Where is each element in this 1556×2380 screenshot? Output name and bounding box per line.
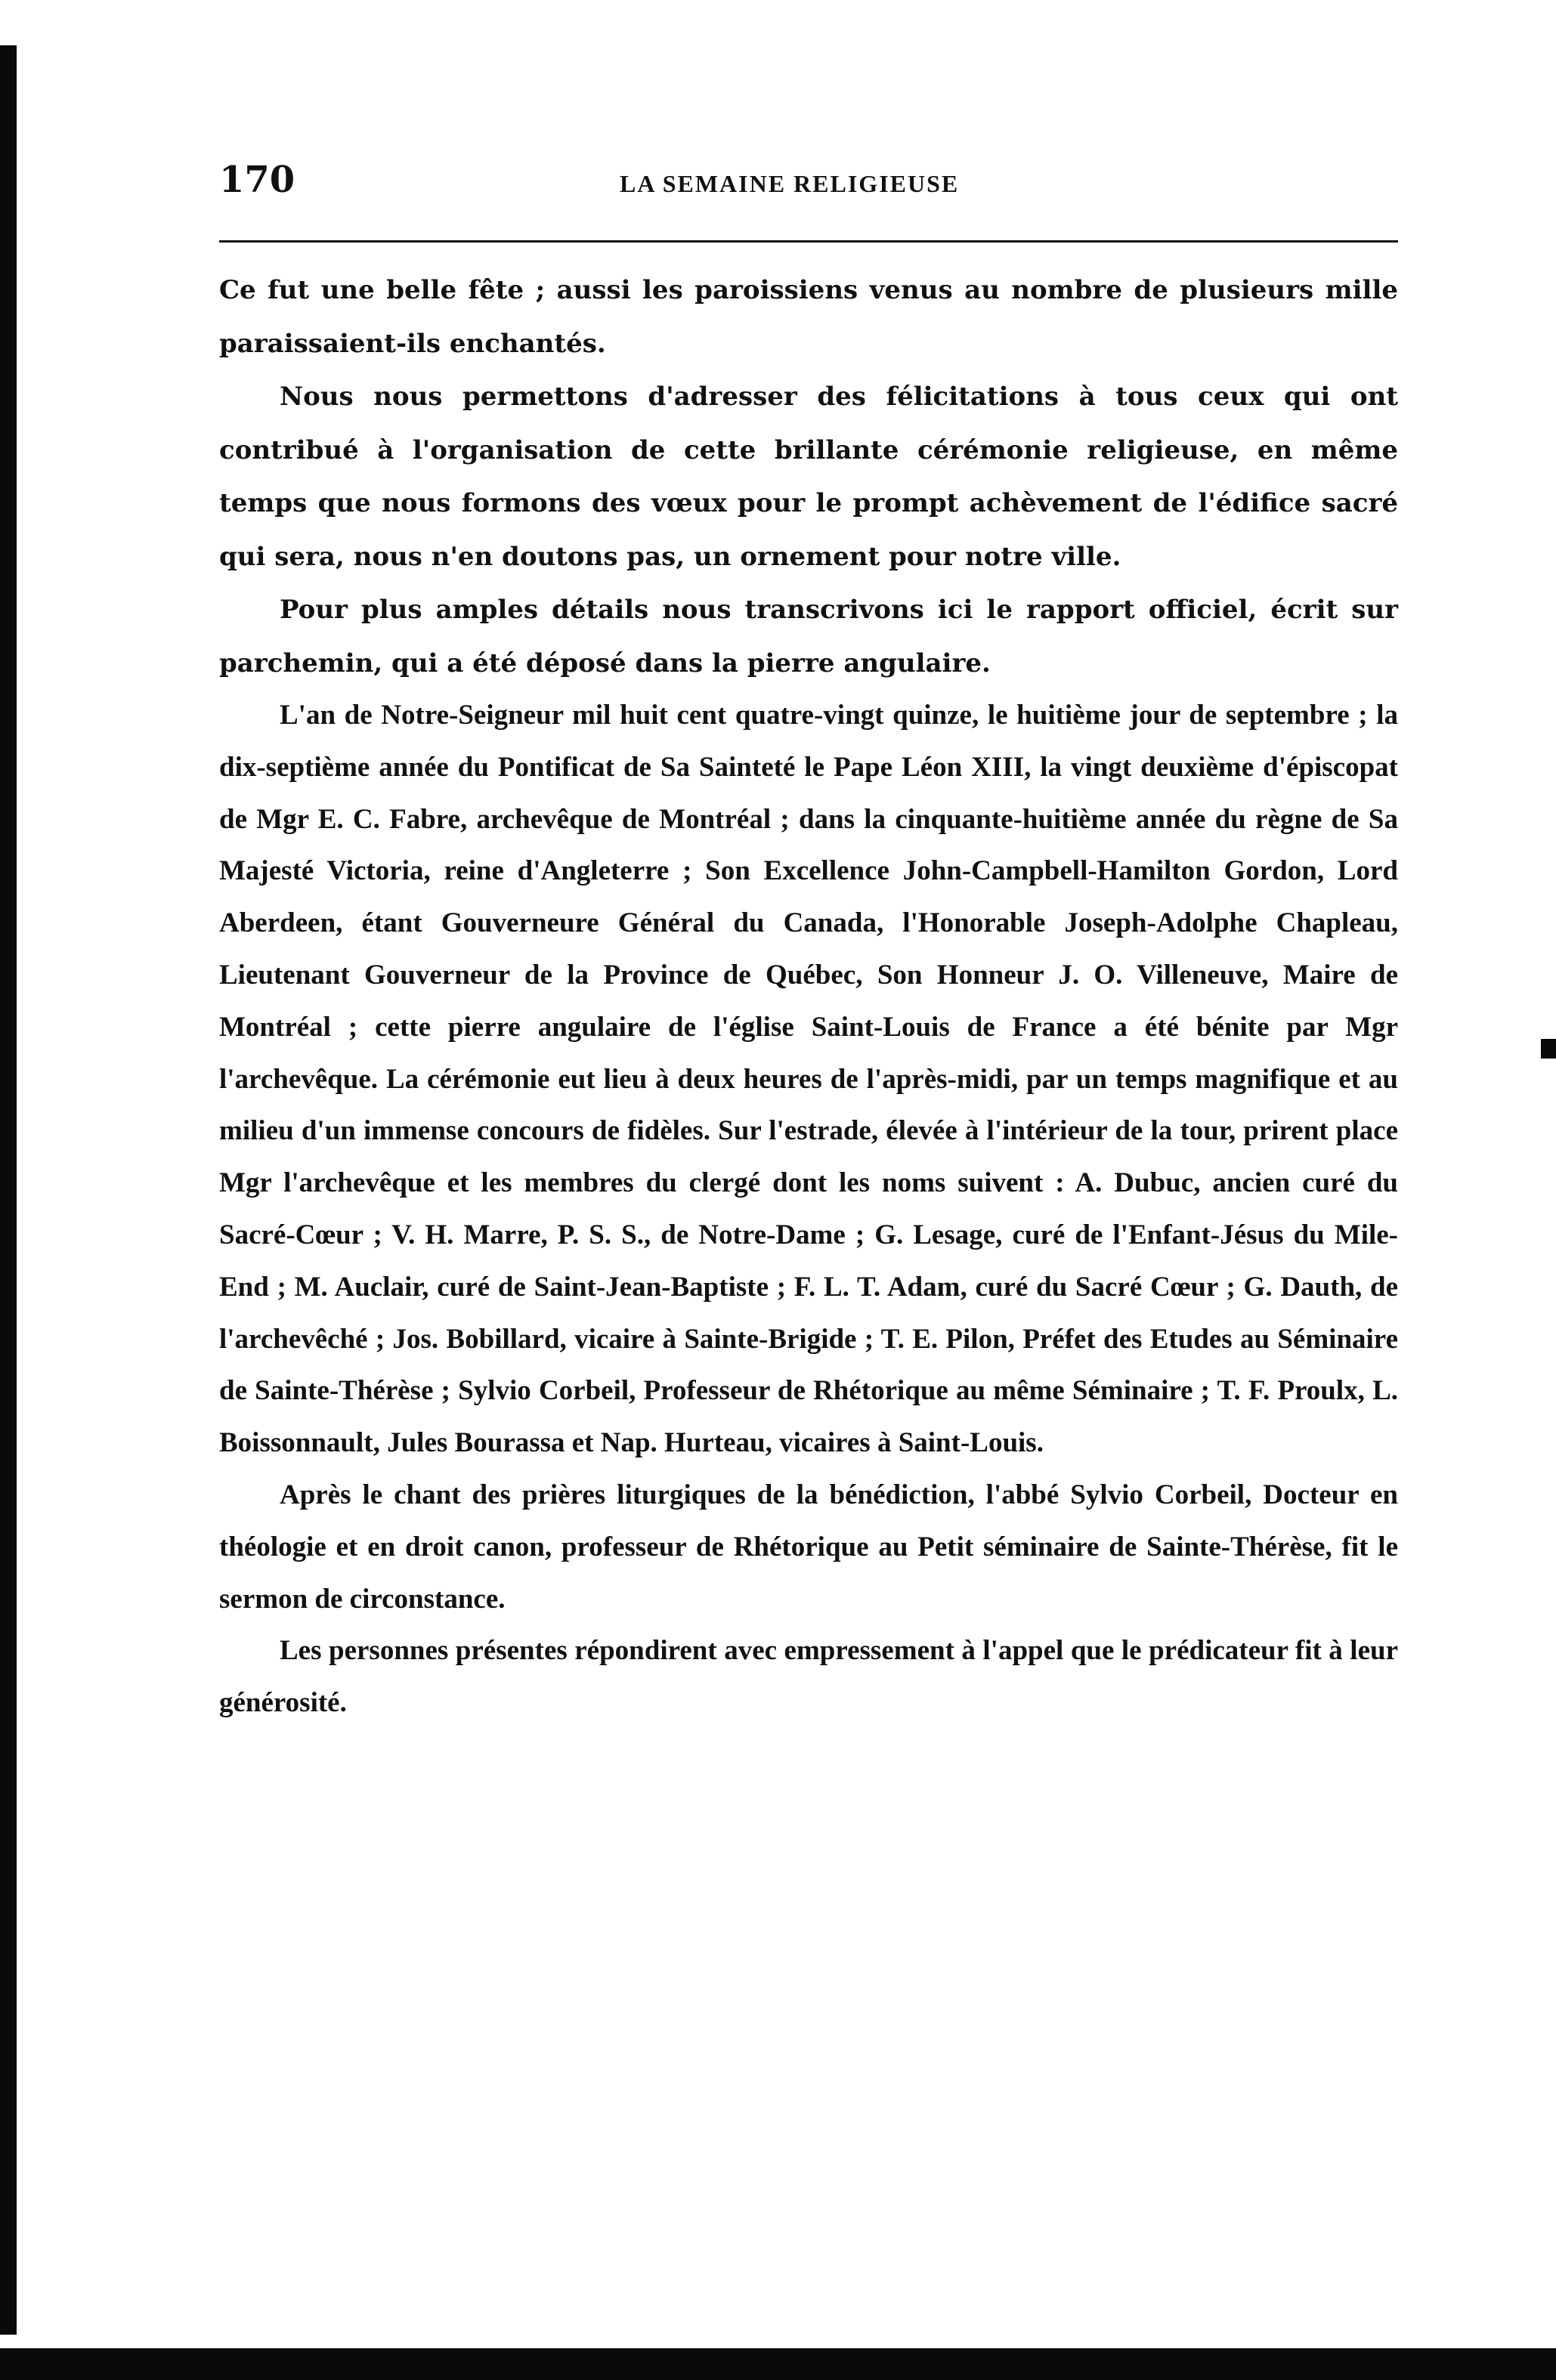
paragraph-3: Pour plus amples détails nous transcrivons ici le rapport officiel, écrit sur parchemin, qui a été déposé dans la pierre angulaire.: [219, 595, 1398, 678]
scan-mark-right: [1541, 1039, 1556, 1059]
paragraph-2: Nous nous permettons d'adresser des félicitations à tous ceux qui ont contribué à l'organisation de cette brillante cérémonie religieuse, en même temps que nous formons des vœux pour le prompt achèvement de l'édifice sacré qui sera, nous n'en doutons pas, un ornement pour notre ville.: [219, 382, 1398, 572]
paragraph-5: Après le chant des prières liturgiques de la bénédiction, l'abbé Sylvio Corbeil, Docteur en théologie et en droit canon, professeur de Rhétorique au Petit séminaire de Sainte-Thérèse, fit le sermon de circonstance.: [219, 1479, 1398, 1615]
scan-border-left: [0, 45, 17, 2380]
page-header: [219, 159, 1398, 212]
paragraph-1: Ce fut une belle fête ; aussi les paroissiens venus au nombre de plusieurs mille paraissaient-ils enchantés.: [219, 275, 1398, 359]
page-number: 170: [219, 159, 295, 201]
scan-border-bottom: [0, 2335, 1556, 2380]
header-rule: [219, 240, 1398, 243]
running-title: LA SEMAINE RELIGIEUSE: [620, 170, 960, 197]
book-page: [219, 159, 1398, 1729]
paragraph-4: L'an de Notre-Seigneur mil huit cent quatre-vingt quinze, le huitième jour de septembre ; la dix-septième année du Pontificat de Sa Sainteté le Pape Léon XIII, la vingt deuxième d'épiscopat de Mgr E. C. Fabre, archevêque de Montréal ; dans la cinquante-huitième année du règne de Sa Majesté Victoria, reine d'Angleterre ; Son Excellence John-Campbell-Hamilton Gordon, Lord Aberdeen, étant Gouverneure Général du Canada, l'Honorable Joseph-Adolphe Chapleau, Lieutenant Gouverneur de la Province de Québec, Son Honneur J. O. Villeneuve, Maire de Montréal ; cette pierre angulaire de l'église Saint-Louis de France a été bénite par Mgr l'archevêque. La cérémonie eut lieu à deux heures de l'après-midi, par un temps magnifique et au milieu d'un immense concours de fidèles. Sur l'estrade, élevée à l'intérieur de la tour, prirent place Mgr l'archevêque et les membres du clergé dont les noms suivent : A. Dubuc, ancien curé du Sacré-Cœur ; V. H. Marre, P. S. S., de Notre-Dame ; G. Lesage, curé de l'Enfant-Jésus du Mile-End ; M. Auclair, curé de Saint-Jean-Baptiste ; F. L. T. Adam, curé du Sacré Cœur ; G. Dauth, de l'archevêché ; Jos. Bobillard, vicaire à Sainte-Brigide ; T. E. Pilon, Préfet des Etudes au Séminaire de Sainte-Thérèse ; Sylvio Corbeil, Professeur de Rhétorique au même Séminaire ; T. F. Proulx, L. Boissonnault, Jules Bourassa et Nap. Hurteau, vicaires à Saint-Louis.: [219, 700, 1398, 1459]
paragraph-6: Les personnes présentes répondirent avec empressement à l'appel que le prédicateur fit à leur générosité.: [219, 1635, 1398, 1719]
